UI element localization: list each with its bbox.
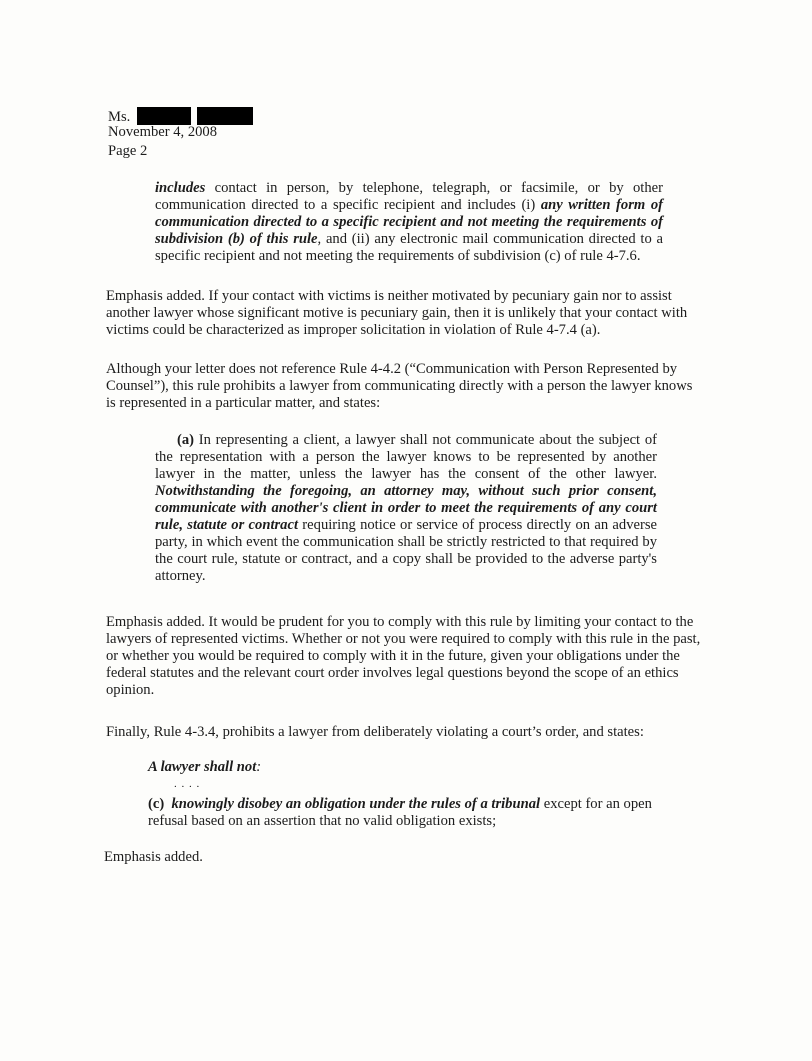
emphasis-lawyer-shall-not: A lawyer shall not [148,759,257,775]
closing-emphasis-added: Emphasis added. [104,849,203,865]
quote-rule-4-4-2 [155,432,657,585]
quote-intro [148,759,261,776]
redaction-first-name [137,107,191,125]
quote-text: In representing a client, a lawyer shall not communicate about the subject of the representation with a person the lawyer knows to be represented by another lawyer in the matter, unless the lawyer has the consent of the other lawyer. [155,432,657,482]
colon: : [256,759,262,775]
page-number: Page 2 [108,143,148,159]
emphasis-knowingly-disobey: knowingly disobey an obligation under the rules of a tribunal [171,796,541,812]
emphasis-written-form: any written form of communication directed to a specific recipient and not meeting the requirements of subdivision (b) of this rule [155,197,663,247]
quote-text: except for an open refusal based on an assertion that no valid obligation exists; [148,796,652,829]
emphasis-includes: includes [155,180,206,196]
quote-text: requiring notice or service of process directly on an adverse party, in which event the communication shall be strictly restricted to that required by the court rule, statute or contract, and a copy shall be provided to the adverse party's attorney. [155,517,657,584]
quote-rule-4-3-4 [148,796,668,830]
emphasis-notwithstanding: Notwithstanding the foregoing, an attorney may, without such prior consent, communicate with another's client in order to meet the requirements of any court rule, statute or contract [155,483,657,533]
paragraph-rule-4-4-2: Although your letter does not reference Rule 4-4.2 (“Communication with Person Represented by Counsel”), this rule prohibits a lawyer from communicating directly with a person the lawyer knows is represented in a particular matter, and states: [106,361,693,411]
subsection-label: (c) [148,796,165,812]
letter-date: November 4, 2008 [108,124,218,140]
redaction-last-name [197,107,253,125]
paragraph-rule-4-3-4: Finally, Rule 4-3.4, prohibits a lawyer from deliberately violating a court’s order, and states: [106,724,644,740]
ellipsis: . . . . [174,778,201,790]
quote-rule-4-7-4 [155,180,663,265]
quote-text: , and (ii) any electronic mail communication directed to a specific recipient and not meeting the requirements of subdivision (c) of rule 4-7.6. [155,231,664,264]
subsection-label: (a) [177,432,195,448]
paragraph-pecuniary-gain: Emphasis added. If your contact with victims is neither motivated by pecuniary gain nor to assist another lawyer whose significant motive is pecuniary gain, then it is unlikely that your contact with victims could be characterized as improper solicitation in violation of Rule 4-7.4 (a). [106,288,688,338]
quote-text: contact in person, by telephone, telegraph, or facsimile, or by other communication directed to a specific recipient and includes (i) [155,180,663,213]
paragraph-prudent-comply: Emphasis added. It would be prudent for you to comply with this rule by limiting your contact to the lawyers of represented victims. Whether or not you were required to comply with this rule in the past, or whether you would be required to comply with it in the future, given your obligations under the federal statutes and the relevant court order involves legal questions beyond the scope of an ethics opinion. [106,614,701,698]
salutation: Ms. [108,109,131,125]
